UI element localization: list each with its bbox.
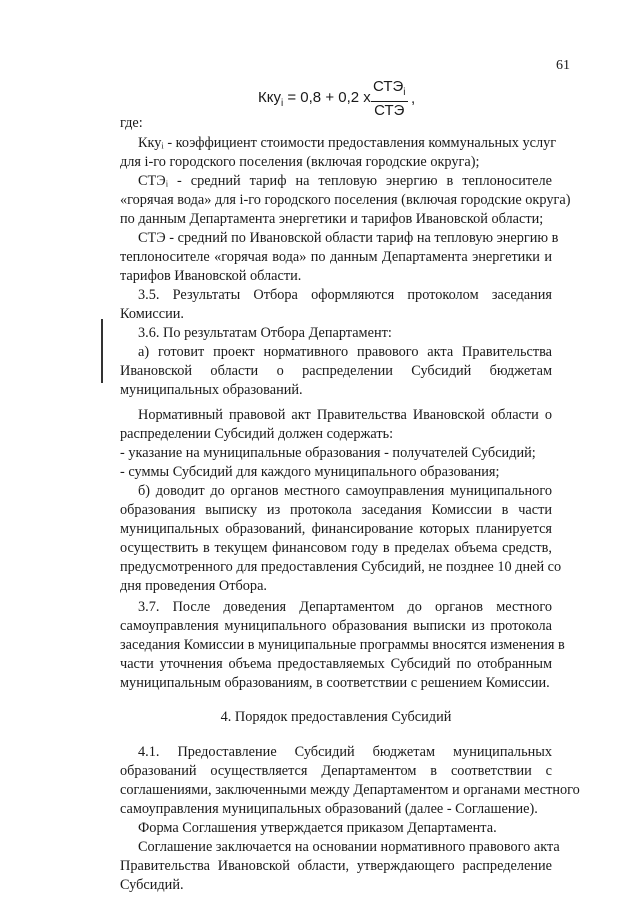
text-line: дня проведения Отбора. [120,578,267,594]
section-heading: 4. Порядок предоставления Субсидий [220,709,452,725]
text-line: Субсидий. [120,877,184,893]
margin-mark [101,319,103,383]
formula-kku [258,78,458,118]
text-line: «горячая вода» для i-го городского поселения (включая городские округа) [120,192,571,208]
text-line: заседания Комиссии в муниципальные программы вносятся изменения в [120,637,565,653]
text-line: образования выписку из протокола заседания Комиссии в части [120,502,552,518]
text-line: Нормативный правовой акт Правительства Ивановской области о [138,407,552,423]
text-line: 4.1. Предоставление Субсидий бюджетам муниципальных [138,744,552,760]
text-line: муниципальных образований, финансирование которых планируется [120,521,552,537]
text-line: муниципальных образований. [120,382,303,398]
text-line: где: [120,115,143,131]
text-line: части уточнения объема предоставляемых Субсидий по отобранным [120,656,552,672]
text-line: Ивановской области о распределении Субсидий бюджетам [120,363,552,379]
text-line: 3.7. После доведения Департаментом до органов местного [138,599,552,615]
text-line: самоуправления муниципальных образований (далее - Соглашение). [120,801,538,817]
text-line: СТЭ - средний по Ивановской области тариф на тепловую энергию в [138,230,559,246]
text-line: Правительства Ивановской области, утверждающего распределение [120,858,552,874]
text-line: 3.5. Результаты Отбора оформляются протоколом заседания [138,287,552,303]
text-line: СТЭᵢ - средний тариф на тепловую энергию в теплоносителе [138,173,552,189]
text-line: а) готовит проект нормативного правового акта Правительства [138,344,552,360]
text-line: - суммы Субсидий для каждого муниципального образования; [120,464,500,480]
text-line: Соглашение заключается на основании нормативного правового акта [138,839,560,855]
text-line: Ккуᵢ - коэффициент стоимости предоставления коммунальных услуг [138,135,557,151]
page-number: 61 [556,58,570,73]
formula-numerator: $СТЭ_i$ [371,78,408,102]
text-line: распределении Субсидий должен содержать: [120,426,394,442]
text-line: - указание на муниципальные образования - получателей Субсидий; [120,445,536,461]
formula-comma: , [411,90,416,107]
text-line: муниципальным образованиям, в соответствии с решением Комиссии. [120,675,550,691]
formula-lhs: Кку$_i$ = 0,8 + 0,2 x [258,89,371,109]
text-line: б) доводит до органов местного самоуправления муниципального [138,483,552,499]
text-line: осуществить в текущем финансовом году в пределах объема средств, [120,540,552,556]
text-line: для i-го городского поселения (включая городские округа); [120,154,480,170]
text-line: соглашениями, заключенными между Департаментом и органами местного [120,782,580,798]
text-line: образований осуществляется Департаментом в соответствии с [120,763,552,779]
text-line: тарифов Ивановской области. [120,268,302,284]
formula-fraction [371,78,408,120]
text-line: теплоносителе «горячая вода» по данным Департамента энергетики и [120,249,552,265]
text-line: Форма Соглашения утверждается приказом Департамента. [138,820,497,836]
text-line: самоуправления муниципального образования выписки из протокола [120,618,552,634]
text-line: по данным Департамента энергетики и тарифов Ивановской области; [120,211,544,227]
text-line: предусмотренного для предоставления Субсидий, не позднее 10 дней со [120,559,562,575]
text-line: 3.6. По результатам Отбора Департамент: [138,325,392,341]
text-line: Комиссии. [120,306,184,322]
formula-denominator: СТЭ [374,102,405,119]
